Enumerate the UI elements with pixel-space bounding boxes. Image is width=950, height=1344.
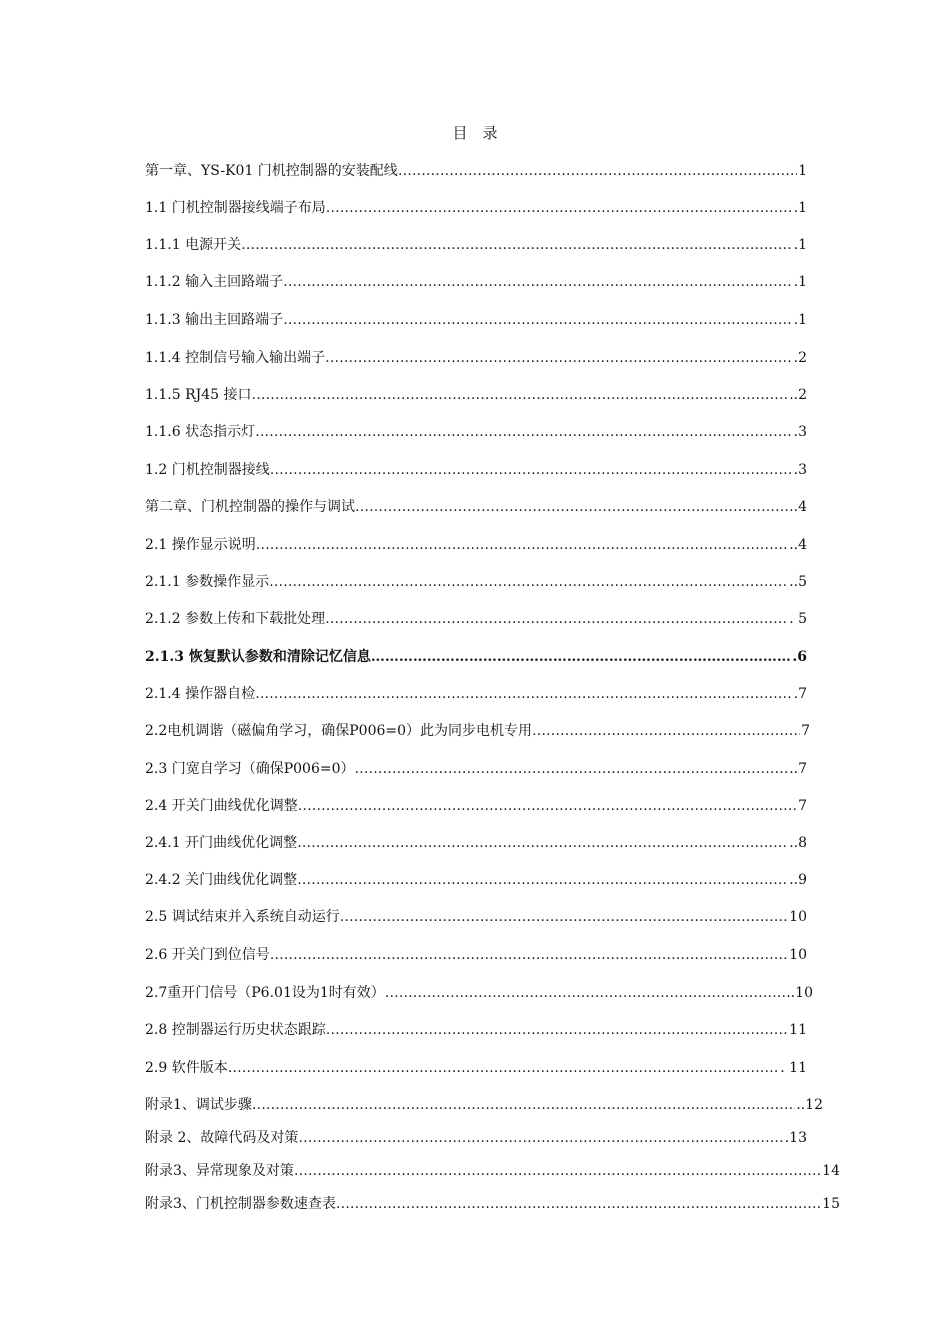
- toc-entry-label: 1.1 门机控制器接线端子布局: [145, 200, 326, 216]
- toc-entry-page-number: 15: [822, 1196, 840, 1212]
- toc-entry[interactable]: [145, 571, 807, 593]
- toc-dot-leader: [385, 982, 786, 1004]
- toc-entry-page-number: .1: [793, 237, 807, 253]
- toc-dot-leader: [297, 832, 788, 854]
- toc-entry-page-number: .1: [793, 312, 807, 328]
- toc-entry-label: 2.4 开关门曲线优化调整: [145, 798, 298, 814]
- toc-entry[interactable]: [145, 608, 807, 630]
- toc-entry-label: 2.1.3 恢复默认参数和清除记忆信息: [145, 649, 371, 665]
- toc-dot-leader: [252, 1094, 795, 1116]
- toc-entry-page-number: .13: [784, 1130, 807, 1146]
- toc-dot-leader: [255, 421, 793, 443]
- toc-entry[interactable]: [145, 795, 807, 817]
- toc-entry-label: 2.5 调试结束并入系统自动运行: [145, 909, 340, 925]
- toc-entry-label: 附录 2、故障代码及对策: [145, 1130, 299, 1146]
- toc-entry[interactable]: [145, 758, 807, 780]
- toc-entry-label: 2.9 软件版本: [145, 1060, 228, 1076]
- toc-entry-label: 2.7重开门信号（P6.01设为1时有效）: [145, 985, 385, 1001]
- toc-entry-page-number: .1: [793, 200, 807, 216]
- toc-entry-page-number: . 5: [789, 611, 807, 627]
- toc-entry-page-number: 7: [801, 723, 810, 739]
- toc-entry-label: 1.1.5 RJ45 接口: [145, 387, 252, 403]
- toc-entry-label: 2.4.1 开门曲线优化调整: [145, 835, 298, 851]
- toc-dot-leader: [297, 869, 788, 891]
- toc-dot-leader: [336, 1193, 821, 1215]
- toc-entry-page-number: 10: [789, 909, 807, 925]
- toc-entry-page-number: 14: [822, 1163, 840, 1179]
- toc-entry-page-number: ..12: [796, 1097, 823, 1113]
- toc-entry[interactable]: [145, 646, 807, 668]
- toc-entry-label: 2.8 控制器运行历史状态跟踪: [145, 1022, 326, 1038]
- toc-entry-label: 附录3、门机控制器参数速查表: [145, 1196, 336, 1212]
- toc-entry-page-number: .2: [793, 350, 807, 366]
- toc-entry-page-number: ..9: [789, 872, 807, 888]
- toc-entry-page-number: ..4: [789, 537, 807, 553]
- toc-entry-page-number: .1: [793, 274, 807, 290]
- toc-dot-leader: [228, 1057, 780, 1079]
- toc-dot-leader: [298, 795, 797, 817]
- toc-entry[interactable]: [145, 720, 810, 742]
- toc-dot-leader: [325, 347, 793, 369]
- toc-dot-leader: [256, 534, 788, 556]
- toc-entry-page-number: . 11: [780, 1060, 807, 1076]
- toc-dot-leader: [326, 1019, 788, 1041]
- toc-dot-leader: [325, 608, 788, 630]
- toc-dot-leader: [270, 459, 793, 481]
- toc-entry-label: 1.1.3 输出主回路端子: [145, 312, 284, 328]
- toc-entry-page-number: .3: [793, 462, 807, 478]
- toc-entry[interactable]: [145, 459, 807, 481]
- toc-entry-label: 附录3、异常现象及对策: [145, 1163, 294, 1179]
- toc-entry-label: 1.1.2 输入主回路端子: [145, 274, 284, 290]
- toc-dot-leader: [241, 234, 793, 256]
- toc-entry[interactable]: [145, 234, 807, 256]
- toc-entry-page-number: 1: [798, 163, 807, 179]
- toc-dot-leader: [283, 271, 793, 293]
- toc-dot-leader: [270, 944, 788, 966]
- toc-entry-label: 2.2电机调谐（磁偏角学习，确保P006=0）此为同步电机专用: [145, 723, 533, 739]
- toc-dot-leader: [255, 683, 793, 705]
- toc-entry-page-number: ..7: [789, 761, 807, 777]
- toc-entry-page-number: .7: [793, 686, 807, 702]
- toc-entry[interactable]: [145, 1057, 807, 1079]
- toc-entry-page-number: ..5: [789, 574, 807, 590]
- toc-entry[interactable]: [145, 384, 807, 406]
- toc-dot-leader: [371, 646, 792, 668]
- toc-dot-leader: [283, 309, 793, 331]
- toc-dot-leader: [532, 720, 800, 742]
- toc-entry[interactable]: [145, 1160, 840, 1182]
- toc-entry[interactable]: [145, 421, 807, 443]
- toc-dot-leader: [326, 197, 793, 219]
- toc-entry-page-number: .4: [793, 499, 807, 515]
- toc-dot-leader: [252, 384, 789, 406]
- toc-entry[interactable]: [145, 309, 807, 331]
- toc-dot-leader: [398, 160, 797, 182]
- toc-entry-label: 1.2 门机控制器接线: [145, 462, 270, 478]
- toc-entry-page-number: .6: [792, 649, 807, 665]
- toc-entry-page-number: 11: [789, 1022, 807, 1038]
- toc-dot-leader: [355, 496, 793, 518]
- toc-entry-label: 2.4.2 关门曲线优化调整: [145, 872, 298, 888]
- toc-entry-label: 2.3 门宽自学习（确保P006=0）: [145, 761, 355, 777]
- toc-entry[interactable]: [145, 1127, 807, 1149]
- toc-entry[interactable]: [145, 869, 807, 891]
- toc-dot-leader: [355, 758, 789, 780]
- toc-entry[interactable]: [145, 683, 807, 705]
- toc-entry-label: 1.1.4 控制信号输入输出端子: [145, 350, 326, 366]
- toc-entry-label: 第一章、YS-K01 门机控制器的安装配线: [145, 163, 398, 179]
- toc-entry-page-number: ..10: [786, 985, 813, 1001]
- page-title: 目 录: [452, 124, 498, 142]
- toc-entry-page-number: 7: [798, 798, 807, 814]
- toc-entry-label: 1.1.1 电源开关: [145, 237, 242, 253]
- toc-entry-label: 2.1.2 参数上传和下载批处理: [145, 611, 326, 627]
- toc-entry[interactable]: [145, 832, 807, 854]
- toc-dot-leader: [340, 906, 788, 928]
- toc-entry[interactable]: [145, 1019, 807, 1041]
- toc-dot-leader: [294, 1160, 821, 1182]
- toc-entry-page-number: ..2: [789, 387, 807, 403]
- toc-entry-label: 第二章、门机控制器的操作与调试: [145, 499, 355, 515]
- toc-entry-label: 2.1 操作显示说明: [145, 537, 256, 553]
- toc-dot-leader: [298, 1127, 783, 1149]
- toc-entry-label: 附录1、调试步骤: [145, 1097, 252, 1113]
- toc-entry-label: 2.1.1 参数操作显示: [145, 574, 270, 590]
- toc-entry[interactable]: [145, 496, 807, 518]
- toc-entry[interactable]: [145, 1193, 840, 1215]
- toc-entry-label: 2.6 开关门到位信号: [145, 947, 270, 963]
- toc-entry[interactable]: [145, 271, 807, 293]
- toc-entry[interactable]: [145, 197, 807, 219]
- toc-entry[interactable]: [145, 906, 807, 928]
- toc-entry[interactable]: [145, 944, 807, 966]
- toc-entry[interactable]: [145, 534, 807, 556]
- toc-entry-page-number: 10: [789, 947, 807, 963]
- toc-entry-page-number: ..8: [789, 835, 807, 851]
- toc-entry-label: 2.1.4 操作器自检: [145, 686, 256, 702]
- toc-entry-label: 1.1.6 状态指示灯: [145, 424, 256, 440]
- toc-entry[interactable]: [145, 160, 807, 182]
- toc-entry[interactable]: [145, 982, 813, 1004]
- toc-entry[interactable]: [145, 1094, 823, 1116]
- toc-dot-leader: [269, 571, 788, 593]
- toc-entry-page-number: .3: [793, 424, 807, 440]
- toc-entry[interactable]: [145, 347, 807, 369]
